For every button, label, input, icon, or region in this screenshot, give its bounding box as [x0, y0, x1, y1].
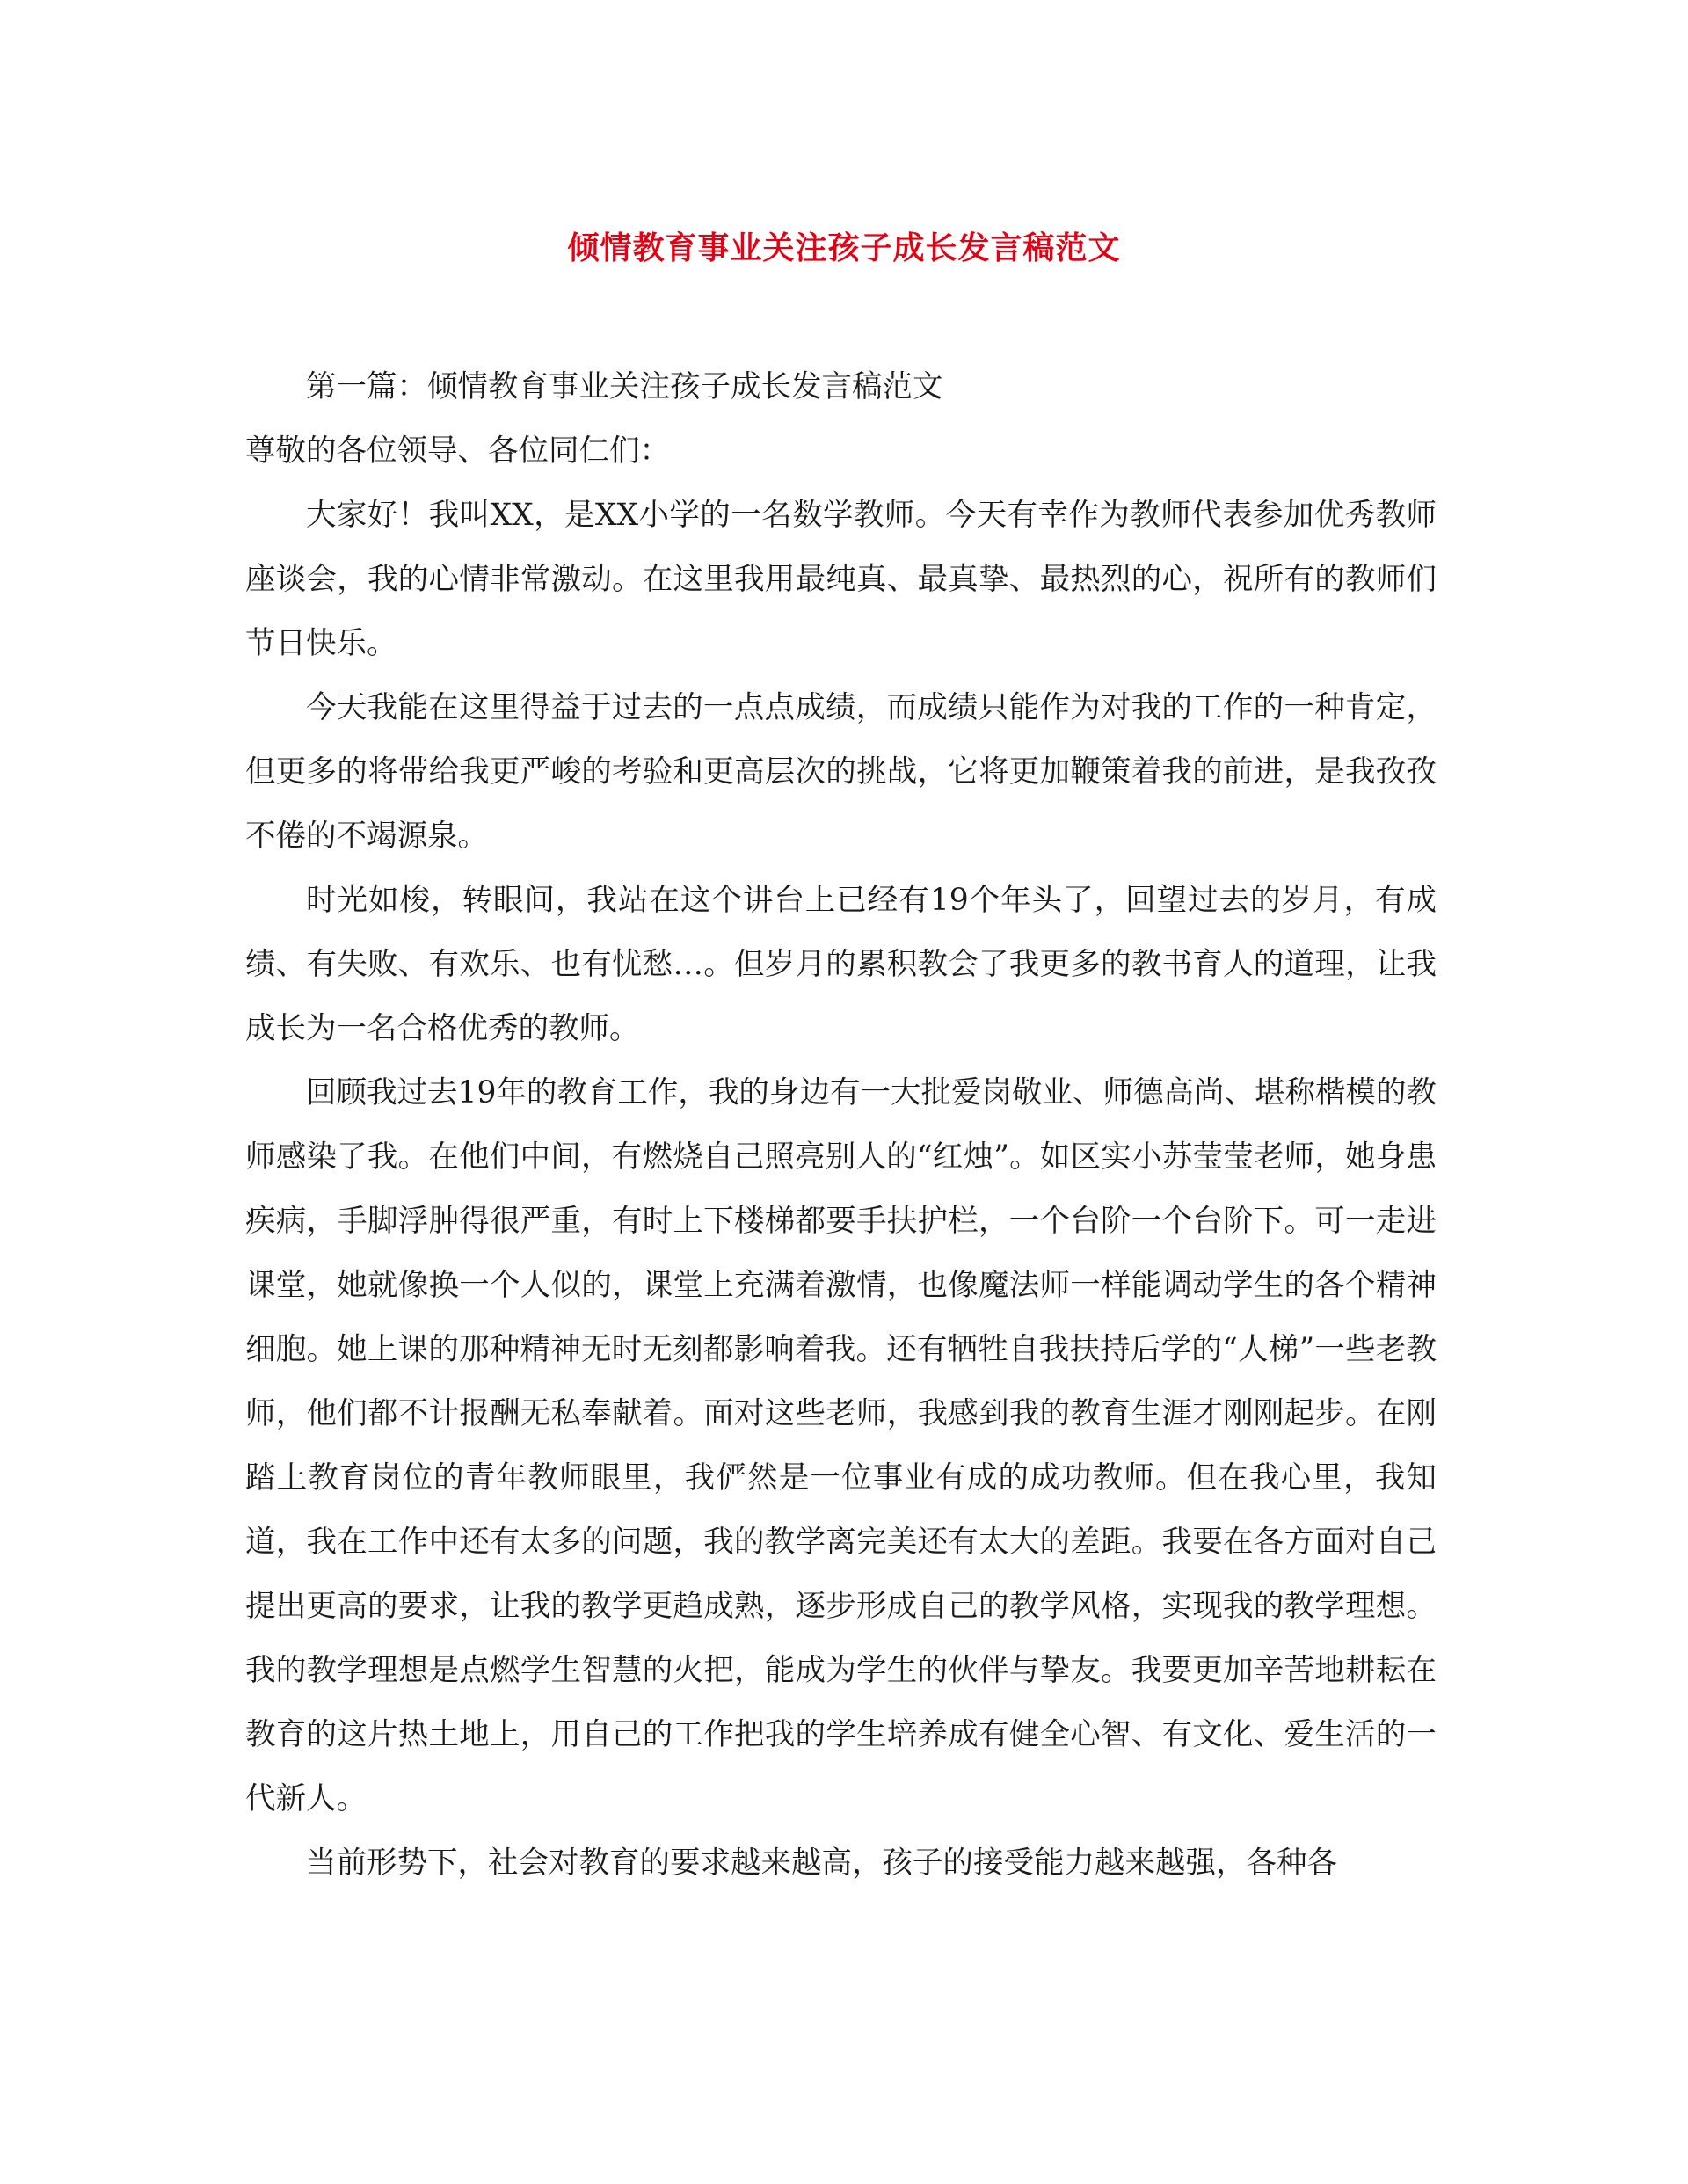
paragraph: 时光如梭，转眼间，我站在这个讲台上已经有19个年头了，回望过去的岁月，有成绩、有失败、有欢乐、也有忧愁…。但岁月的累积教会了我更多的教书育人的道理，让我成长为一名合格优秀的教师。 — [245, 883, 1437, 1046]
document-title: 倾情教育事业关注孩子成长发言稿范文 — [567, 229, 1121, 266]
paragraph: 回顾我过去19年的教育工作，我的身边有一大批爱岗敬业、师德高尚、堪称楷模的教师感染了我。在他们中间，有燃烧自己照亮别人的“红烛”。如区实小苏莹莹老师，她身患疾病，手脚浮肿得很严重，有时上下楼梯都要手扶护栏，一个台阶一个台阶下。可一走进课堂，她就像换一个人似的，课堂上充满着激情，也像魔法师一样能调动学生的各个精神细胞。她上课的那种精神无时无刻都影响着我。还有牺牲自我扶持后学的“人梯”一些老教师，他们都不计报酬无私奉献着。面对这些老师，我感到我的教育生涯才刚刚起步。在刚踏上教育岗位的青年教师眼里，我俨然是一位事业有成的成功教师。但在我心里，我知道，我在工作中还有太多的问题，我的教学离完美还有太大的差距。我要在各方面对自己提出更高的要求，让我的教学更趋成熟，逐步形成自己的教学风格，实现我的教学理想。我的教学理想是点燃学生智慧的火把，能成为学生的伙伴与挚友。我要更加辛苦地耕耘在教育的这片热土地上，用自己的工作把我的学生培养成有健全心智、有文化、爱生活的一代新人。 — [245, 1075, 1437, 1816]
salutation: 尊敬的各位领导、各位同仁们： — [245, 433, 670, 469]
paragraph: 大家好！我叫XX，是XX小学的一名数学教师。今天有幸作为教师代表参加优秀教师座谈会，我的心情非常激动。在这里我用最纯真、最真挚、最热烈的心，祝所有的教师们节日快乐。 — [245, 498, 1437, 661]
section-heading: 第一篇：倾情教育事业关注孩子成长发言稿范文 — [306, 369, 943, 404]
paragraph: 今天我能在这里得益于过去的一点点成绩，而成绩只能作为对我的工作的一种肯定，但更多的将带给我更严峻的考验和更高层次的挑战，它将更加鞭策着我的前进，是我孜孜不倦的不竭源泉。 — [245, 690, 1437, 854]
paragraph: 当前形势下，社会对教育的要求越来越高，孩子的接受能力越来越强，各种各 — [306, 1845, 1337, 1881]
document-body — [245, 355, 1437, 1896]
